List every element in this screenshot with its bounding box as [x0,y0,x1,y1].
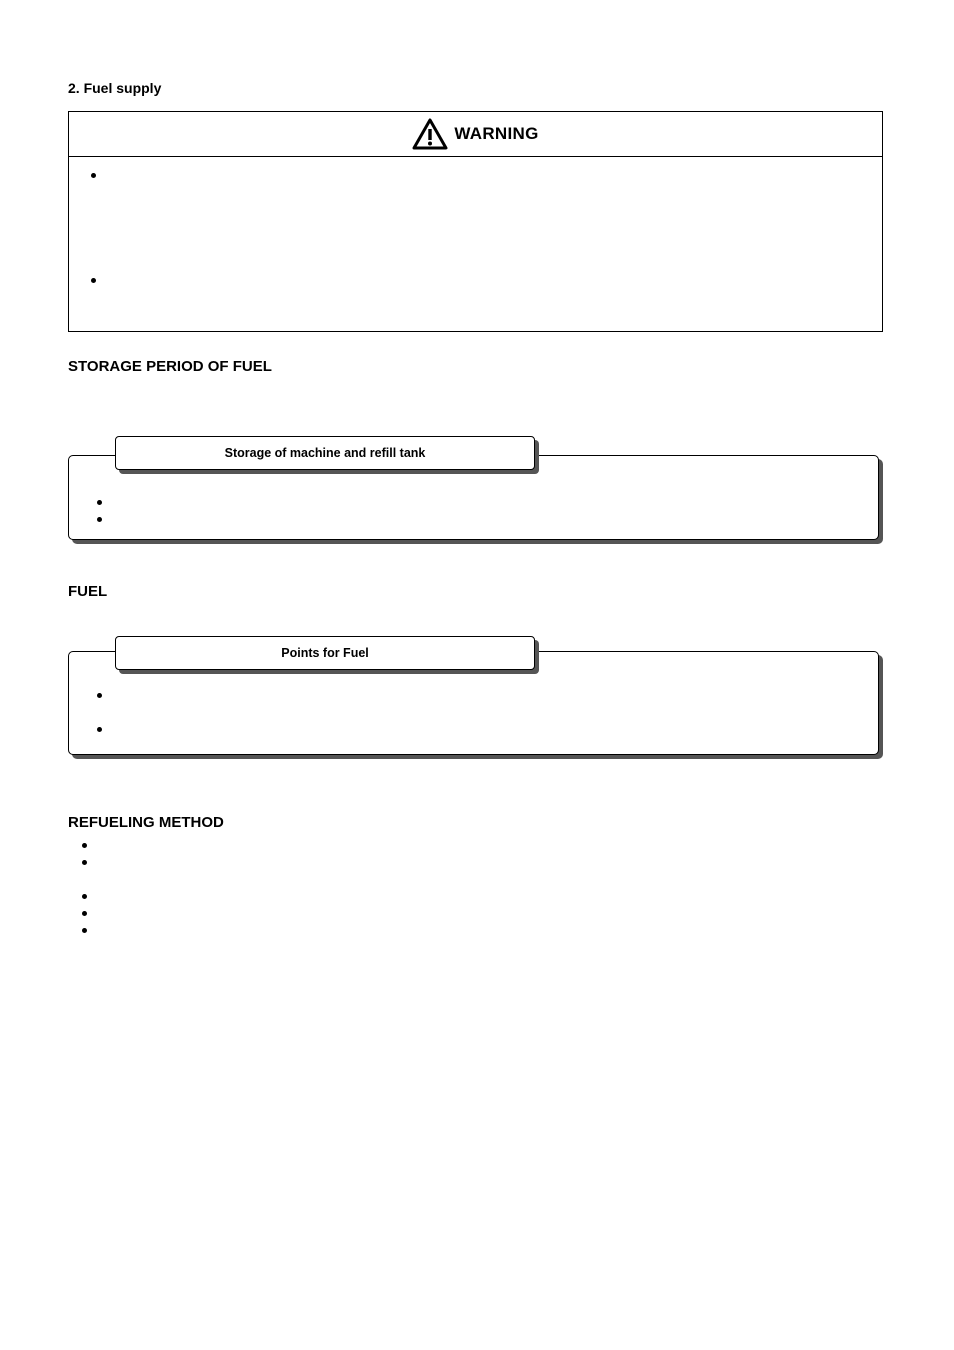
storage-note-tab: Storage of machine and refill tank [115,436,535,470]
warning-triangle-icon [412,118,448,150]
fuel-bullet-1 [97,693,102,698]
warning-bullet-2 [91,278,96,283]
storage-heading: STORAGE PERIOD OF FUEL [68,358,272,375]
warning-title: WARNING [454,124,539,143]
refueling-bullet-1 [82,843,87,848]
fuel-bullet-2 [97,727,102,732]
refueling-bullet-5 [82,928,87,933]
refueling-bullet-2 [82,860,87,865]
warning-bullet-1 [91,173,96,178]
section-title: 2. Fuel supply [68,80,162,96]
fuel-note-tab: Points for Fuel [115,636,535,670]
refueling-bullet-3 [82,894,87,899]
warning-header [69,112,882,157]
refueling-bullet-4 [82,911,87,916]
warning-box [68,111,883,332]
refueling-heading: REFUELING METHOD [68,814,224,831]
storage-bullet-2 [97,517,102,522]
fuel-heading: FUEL [68,583,108,600]
storage-bullet-1 [97,500,102,505]
